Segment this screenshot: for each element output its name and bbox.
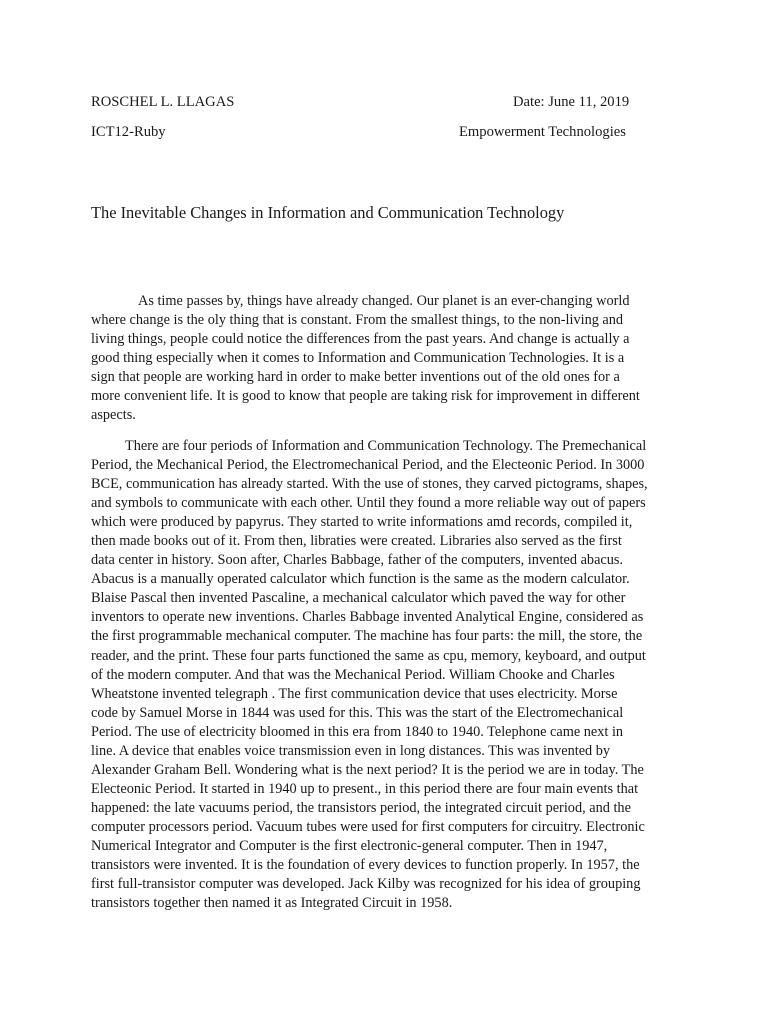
paragraph-line: then made books out of it. From then, libraties were created. Libraries also served as the first — [91, 533, 622, 550]
paragraph-line: and symbols to communicate with each other. Until they found a more reliable way out of papers — [91, 495, 646, 512]
paragraph-line: first full-transistor computer was developed. Jack Kilby was recognized for his idea of grouping — [91, 876, 641, 893]
paragraph-line: aspects. — [91, 407, 136, 424]
paragraph-line: inventors to operate new inventions. Charles Babbage invented Analytical Engine, considered as — [91, 609, 644, 626]
paragraph-line: computer processors period. Vacuum tubes were used for first computers for circuitry. Electronic — [91, 818, 645, 835]
paragraph-line: which were produced by papyrus. They started to write informations amd records, compiled it, — [91, 514, 633, 531]
paragraph-line: more convenient life. It is good to know that people are taking risk for improvement in different — [91, 388, 640, 405]
paragraph-1 — [91, 292, 681, 425]
paragraph-line: data center in history. Soon after, Charles Babbage, father of the computers, invented abacus. — [91, 552, 624, 569]
paragraph-line: Numerical Integrator and Computer is the first electronic-general computer. Then in 1947, — [91, 837, 608, 854]
document-title: The Inevitable Changes in Information and Communication Technology — [91, 203, 565, 222]
author-name: ROSCHEL L. LLAGAS — [91, 94, 235, 110]
paragraph-line: As time passes by, things have already changed. Our planet is an ever-changing world — [138, 293, 630, 309]
paragraph-line: Wheatstone invented telegraph . The first communication device that uses electricity. Morse — [91, 685, 618, 702]
paragraph-line: code by Samuel Morse in 1844 was used for this. This was the start of the Electromechanical — [91, 704, 624, 721]
paragraph-2 — [91, 437, 681, 913]
paragraph-line: living things, people could notice the differences from the past years. And change is actually a — [91, 331, 630, 348]
paragraph-line: where change is the oly thing that is constant. From the smallest things, to the non-living and — [91, 312, 624, 329]
paragraph-line: sign that people are working hard in order to make better inventions out of the old ones for a — [91, 369, 620, 386]
paragraph-line: of the modern computer. And that was the Mechanical Period. William Chooke and Charles — [91, 666, 615, 683]
paragraph-line: There are four periods of Information and Communication Technology. The Premechanical — [125, 438, 647, 454]
paragraph-line: BCE, communication has already started. With the use of stones, they carved pictograms, shapes, — [91, 476, 648, 493]
paragraph-line: happened: the late vacuums period, the transistors period, the integrated circuit period, and the — [91, 799, 631, 816]
paragraph-line: Alexander Graham Bell. Wondering what is the next period? It is the period we are in today. The — [91, 761, 644, 778]
paragraph-line: transistors were invented. It is the foundation of every devices to function properly. In 1957, the — [91, 857, 640, 874]
subject-name: Empowerment Technologies — [459, 124, 626, 140]
paragraph-line: Blaise Pascal then invented Pascaline, a mechanical calculator which paved the way for other — [91, 590, 626, 607]
paragraph-line: line. A device that enables voice transmission even in long distances. This was invented by — [91, 742, 611, 759]
paragraph-line: Abacus is a manually operated calculator which function is the same as the modern calculator. — [91, 571, 630, 588]
paragraph-line: Electeonic Period. It started in 1940 up to present., in this period there are four main events that — [91, 780, 639, 797]
class-section: ICT12-Ruby — [91, 124, 166, 140]
paragraph-line: good thing especially when it comes to Information and Communication Technologies. It is a — [91, 350, 625, 367]
paragraph-line: the first programmable mechanical computer. The machine has four parts: the mill, the store, the — [91, 628, 643, 645]
document-date: Date: June 11, 2019 — [513, 94, 630, 110]
paragraph-line: Period. The use of electricity bloomed in this era from 1840 to 1940. Telephone came next in — [91, 723, 624, 740]
paragraph-line: transistors together then named it as Integrated Circuit in 1958. — [91, 895, 453, 912]
paragraph-line: Period, the Mechanical Period, the Electromechanical Period, and the Electeonic Period. In 3000 — [91, 457, 645, 474]
paragraph-line: reader, and the print. These four parts functioned the same as cpu, memory, keyboard, and output — [91, 647, 646, 664]
